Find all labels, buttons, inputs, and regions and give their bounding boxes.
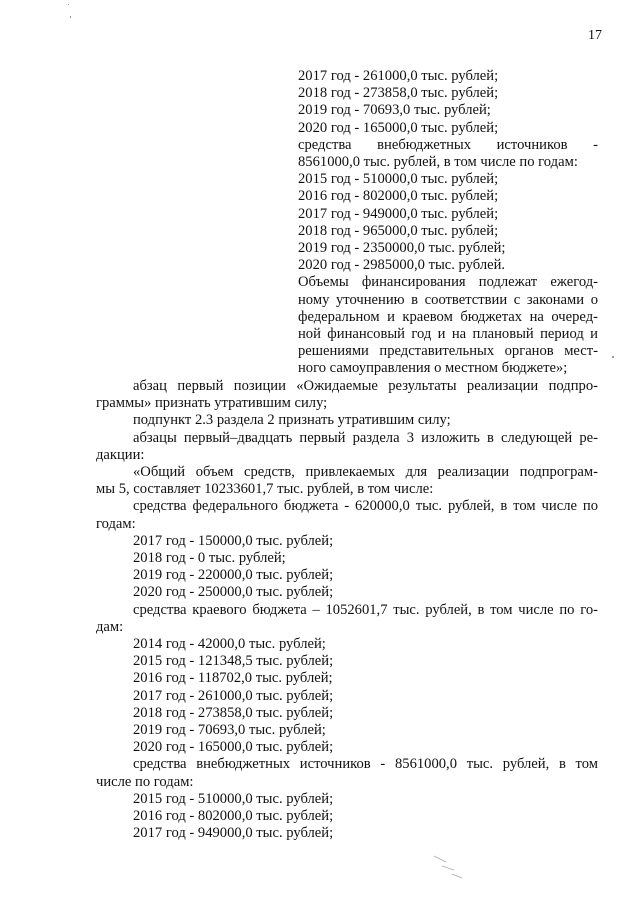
text-line: 2017 год - 261000,0 тыс. рублей; — [298, 68, 499, 84]
text-line: 2018 год - 965000,0 тыс. рублей; — [298, 222, 499, 239]
text-line: ному уточнению в соответствии с законами о — [298, 291, 598, 308]
paragraph-line: дам: — [96, 618, 124, 635]
list-item: 2019 год - 220000,0 тыс. рублей; — [133, 567, 334, 584]
text-line: 2018 год - 273858,0 тыс. рублей; — [298, 85, 499, 102]
text-line: решениями представительных органов мест- — [298, 343, 598, 360]
text-line: средства внебюджетных источников - — [298, 136, 598, 153]
list-item: 2017 год - 949000,0 тыс. рублей; — [133, 825, 334, 842]
list-item: 2020 год - 165000,0 тыс. рублей; — [133, 739, 334, 756]
text-line: 2016 год - 802000,0 тыс. рублей; — [298, 188, 499, 205]
right-column-text — [298, 68, 598, 378]
text-line: 2020 год - 165000,0 тыс. рублей; — [298, 119, 499, 136]
text-line: 2019 год - 2350000,0 тыс. рублей; — [298, 240, 506, 257]
paragraph-line: средства федерального бюджета - 620000,0 тыс. рублей, в том числе по — [133, 498, 598, 515]
text-line: ной финансовый год и на плановый период и — [298, 326, 598, 343]
text-line: 2020 год - 2985000,0 тыс. рублей. — [298, 257, 506, 274]
paragraph-line: мы 5, составляет 10233601,7 тыс. рублей, в том числе: — [96, 481, 434, 498]
text-line: 8561000,0 тыс. рублей, в том числе по годам: — [298, 154, 578, 171]
list-item: 2018 год - 273858,0 тыс. рублей; — [133, 704, 334, 721]
paragraph-line: «Общий объем средств, привлекаемых для реализации подпрограм- — [133, 464, 598, 481]
paragraph-line: числе по годам: — [96, 773, 194, 790]
paragraph-line: средства краевого бюджета – 1052601,7 тыс. рублей, в том числе по го- — [133, 601, 598, 618]
list-item: 2020 год - 250000,0 тыс. рублей; — [133, 584, 334, 601]
page-number: 17 — [588, 28, 602, 43]
text-line: федеральном и краевом бюджетах на очеред- — [298, 308, 598, 325]
text-line: 2019 год - 70693,0 тыс. рублей; — [298, 102, 491, 119]
paragraph-line: абзацы первый–двадцать первый раздела 3 изложить в следующей ре- — [133, 429, 598, 446]
list-item: 2018 год - 0 тыс. рублей; — [133, 550, 286, 567]
text-line: 2017 год - 949000,0 тыс. рублей; — [298, 205, 499, 222]
text-line: 2015 год - 510000,0 тыс. рублей; — [298, 171, 499, 188]
paragraph-line: подпункт 2.3 раздела 2 признать утратившим силу; — [133, 412, 451, 429]
list-item: 2014 год - 42000,0 тыс. рублей; — [133, 636, 326, 653]
main-text — [96, 378, 598, 842]
list-item: 2017 год - 261000,0 тыс. рублей; — [133, 687, 334, 704]
list-item: 2015 год - 510000,0 тыс. рублей; — [133, 790, 334, 807]
text-line: Объемы финансирования подлежат ежегод- — [298, 274, 598, 291]
scan-speck — [68, 4, 69, 5]
paragraph-line: средства внебюджетных источников - 8561000,0 тыс. рублей, в том — [133, 756, 598, 773]
list-item: 2017 год - 150000,0 тыс. рублей; — [133, 532, 334, 549]
scan-mark — [432, 852, 472, 882]
text-line: ного самоуправления о местном бюджете»; — [298, 360, 568, 377]
scan-speck — [70, 16, 71, 18]
paragraph-line: граммы» признать утратившим силу; — [96, 395, 328, 412]
list-item: 2015 год - 121348,5 тыс. рублей; — [133, 653, 334, 670]
paragraph-line: дакции: — [96, 446, 145, 463]
list-item: 2019 год - 70693,0 тыс. рублей; — [133, 722, 326, 739]
paragraph-line: годам: — [96, 515, 136, 532]
scan-speck — [612, 356, 614, 358]
list-item: 2016 год - 118702,0 тыс. рублей; — [133, 670, 333, 687]
list-item: 2016 год - 802000,0 тыс. рублей; — [133, 808, 334, 825]
paragraph-line: абзац первый позиции «Ожидаемые результаты реализации подпро- — [133, 378, 598, 394]
